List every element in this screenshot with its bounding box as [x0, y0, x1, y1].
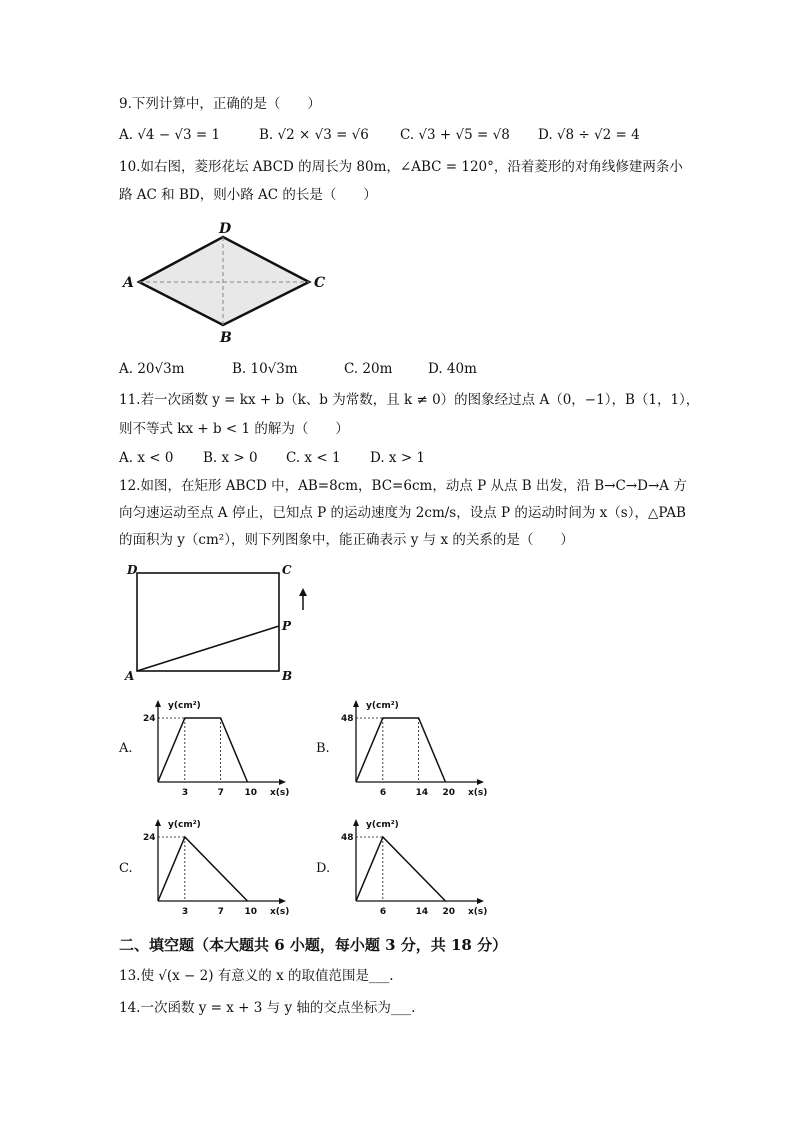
y-max-label: 48: [341, 714, 354, 724]
q10-option-d[interactable]: D. 40m: [428, 361, 477, 377]
q9-option-c[interactable]: C. √3 + √5 = √8: [400, 127, 510, 143]
rhombus-label-c: C: [314, 275, 326, 291]
rect-label-p: P: [282, 619, 292, 633]
q11-option-b[interactable]: B. x > 0: [203, 450, 258, 466]
q12-stem-line2: 向匀速运动至点 A 停止，已知点 P 的运动速度为 2cm/s，设点 P 的运动时间为 x（s），△PAB: [119, 505, 686, 521]
q9-option-d[interactable]: D. √8 ÷ √2 = 4: [538, 127, 640, 143]
q14-stem: 14.一次函数 y = x + 3 与 y 轴的交点坐标为___.: [119, 1000, 416, 1016]
graph-line: [158, 837, 247, 901]
y-axis-label: y(cm²): [168, 701, 201, 711]
rect-label-b: B: [282, 669, 293, 683]
rect-label-d: D: [127, 563, 138, 577]
x-tick-label-3: 20: [442, 788, 455, 798]
y-max-label: 24: [143, 833, 156, 843]
rect-label-c: C: [282, 563, 292, 577]
y-max-label: 48: [341, 833, 354, 843]
x-tick-label-3: 10: [244, 788, 257, 798]
y-axis-label: y(cm²): [366, 701, 399, 711]
graph-option-a[interactable]: A.: [119, 741, 133, 756]
graph-d: [338, 815, 498, 921]
graph-line: [158, 718, 247, 782]
q13-stem: 13.使 √(x − 2) 有意义的 x 的取值范围是___.: [119, 968, 394, 984]
rectangle-figure: [119, 558, 319, 686]
graph-option-b[interactable]: B.: [316, 741, 330, 756]
q10-option-b[interactable]: B. 10√3m: [232, 361, 298, 377]
x-axis-label: x(s): [468, 907, 488, 917]
x-tick-label-1: 6: [379, 788, 387, 798]
x-tick-label-2: 7: [217, 907, 224, 917]
x-tick-label-2: 7: [217, 788, 224, 798]
q10-stem-line2: 路 AC 和 BD，则小路 AC 的长是（ ）: [119, 187, 377, 203]
q11-option-a[interactable]: A. x < 0: [119, 450, 174, 466]
y-max-label: 24: [143, 714, 156, 724]
x-tick-label-2: 14: [415, 907, 429, 917]
x-axis-arrow: [477, 898, 484, 904]
x-axis-label: x(s): [270, 907, 290, 917]
graph-b: [338, 696, 498, 802]
x-axis-arrow: [279, 779, 286, 785]
x-axis-label: x(s): [468, 788, 488, 798]
q9-stem: 9.下列计算中，正确的是（ ）: [119, 96, 321, 112]
q10-stem-line1: 10.如右图，菱形花坛 ABCD 的周长为 80m，∠ABC = 120°，沿着菱形的对角线修建两条小: [119, 159, 683, 175]
x-tick-label-3: 10: [244, 907, 257, 917]
x-axis-arrow: [477, 779, 484, 785]
x-tick-label-1: 3: [181, 907, 189, 917]
q10-option-c[interactable]: C. 20m: [344, 361, 393, 377]
rectangle-abcd: [137, 573, 279, 671]
q9-option-a[interactable]: A. √4 − √3 = 1: [119, 127, 221, 143]
q11-stem-line2: 则不等式 kx + b < 1 的解为（ ）: [119, 421, 349, 437]
graph-line: [356, 718, 445, 782]
y-axis-label: y(cm²): [168, 820, 201, 830]
x-axis-arrow: [279, 898, 286, 904]
arrow-head: [299, 588, 307, 596]
graph-option-d[interactable]: D.: [316, 861, 331, 876]
x-tick-label-1: 3: [181, 788, 189, 798]
x-tick-label-3: 20: [442, 907, 455, 917]
q10-option-a[interactable]: A. 20√3m: [119, 361, 185, 377]
segment-ap: [137, 626, 279, 671]
rect-label-a: A: [125, 669, 135, 683]
rhombus-label-a: A: [123, 275, 134, 291]
y-axis-arrow: [155, 700, 161, 707]
q12-stem-line3: 的面积为 y（cm²），则下列图象中，能正确表示 y 与 x 的关系的是（ ）: [119, 532, 574, 548]
rhombus-shape: [139, 237, 309, 325]
q12-stem-line1: 12.如图，在矩形 ABCD 中，AB=8cm，BC=6cm，动点 P 从点 B 出发，沿 B→C→D→A 方: [119, 478, 687, 494]
x-tick-label-1: 6: [379, 907, 387, 917]
y-axis-arrow: [353, 819, 359, 826]
q11-stem-line1: 11.若一次函数 y = kx + b（k、b 为常数，且 k ≠ 0）的图象经过点 A（0，−1），B（1，1），: [119, 392, 700, 408]
graph-c: [140, 815, 300, 921]
y-axis-arrow: [155, 819, 161, 826]
rhombus-figure: [119, 215, 339, 345]
x-tick-label-2: 14: [415, 788, 429, 798]
rhombus-label-b: B: [220, 330, 232, 346]
y-axis-label: y(cm²): [366, 820, 399, 830]
section-fill-in-title: 二、填空题（本大题共 6 小题，每小题 3 分，共 18 分）: [119, 936, 508, 954]
q11-option-c[interactable]: C. x < 1: [286, 450, 341, 466]
graph-a: [140, 696, 300, 802]
graph-option-c[interactable]: C.: [119, 861, 133, 876]
rhombus-label-d: D: [219, 221, 232, 237]
q9-option-b[interactable]: B. √2 × √3 = √6: [259, 127, 369, 143]
y-axis-arrow: [353, 700, 359, 707]
x-axis-label: x(s): [270, 788, 290, 798]
graph-line: [356, 837, 445, 901]
q11-option-d[interactable]: D. x > 1: [370, 450, 426, 466]
